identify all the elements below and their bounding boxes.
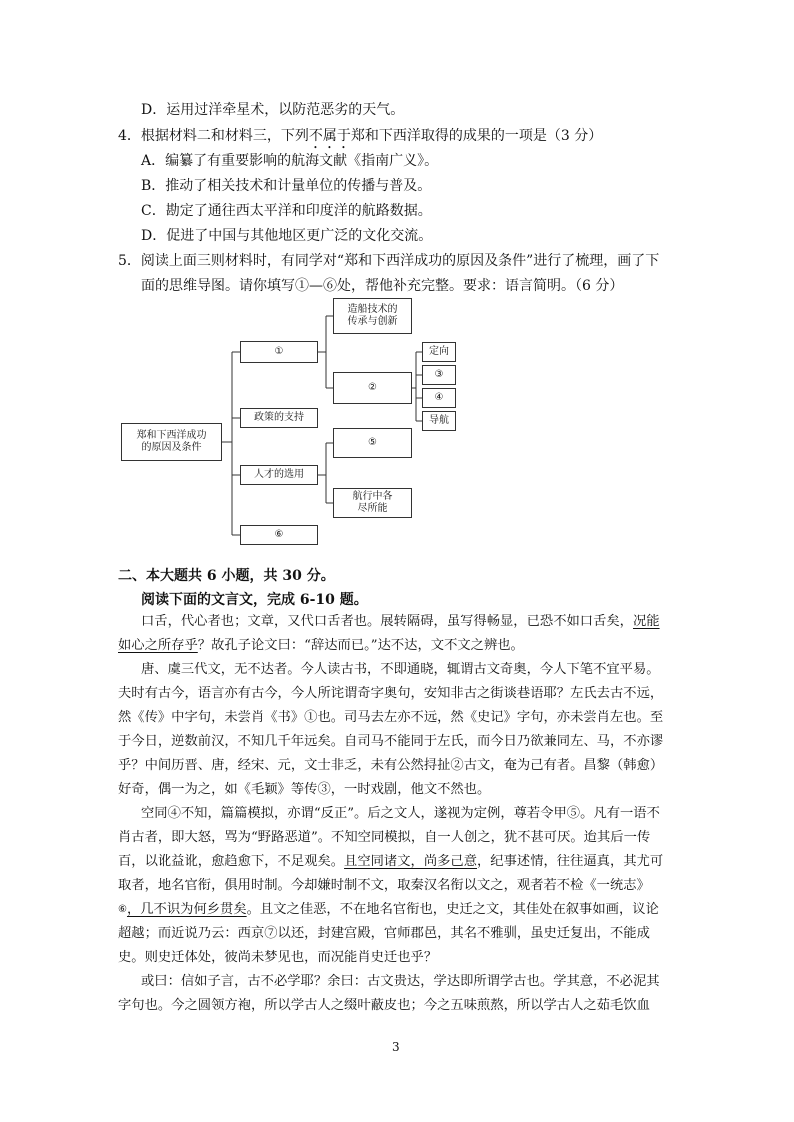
mindmap-node-2-label: ② [368, 382, 377, 393]
mindmap-node-duty-label: 航行中各尽所能 [352, 491, 393, 514]
mindmap-node-1 [240, 341, 318, 363]
mindmap-node-policy-label: 政策的支持 [254, 412, 304, 423]
passage-text: 。且文之佳恶，不在地名官衔也，史迁之文，其佳处在叙事如画，议论 [246, 902, 659, 917]
q4-emphasis: 不属于 [308, 128, 351, 144]
passage-line: 唐、虞三代文，无不达者。今人读古书，不即通晓，辄谓古文奇奥，今人下笔不宜平易。 [141, 662, 660, 677]
passage-line: 字句也。今之圆领方袍，所以学古人之缀叶蔽皮也；今之五味煎熬，所以学古人之茹毛饮血 [118, 998, 650, 1013]
passage-line: 取者，地名官衔，俱用时制。今却嫌时制不文，取秦汉名衔以文之，观者若不检《一统志》 [118, 878, 650, 893]
q4-option-a: A．编纂了有重要影响的航海文献《指南广义》。 [141, 153, 439, 169]
mindmap-node-navigation-label: 导航 [429, 415, 449, 426]
mindmap-node-6-label: ⑥ [274, 529, 284, 540]
q4-stem-prefix: 4．根据材料二和材料三，下列 [118, 128, 309, 144]
section-instruction: 阅读下面的文言文，完成 6-10 题。 [141, 592, 368, 608]
mindmap-node-6 [240, 525, 318, 545]
passage-line: 夫时有古今，语言亦有古今，今人所诧谓奇字奥句，安知非古之街谈巷语耶？左氏去古不远， [118, 686, 664, 701]
passage-line: 然《传》中字句，未尝肖《书》①也。司马去左亦不远，然《史记》字句，亦未尝肖左也。至 [118, 710, 664, 725]
underlined-sentence: 且空同诸文，尚多己意 [344, 854, 478, 869]
underlined-sentence: 况能 [632, 614, 660, 629]
passage-line: 或曰：信如子言，古不必学耶？余曰：古文贵达，学达即所谓学古也。学其意，不必泥其 [141, 974, 660, 989]
passage-line [118, 852, 663, 872]
mindmap-node-2 [333, 372, 412, 404]
mindmap-node-duty [333, 488, 412, 518]
mindmap-root-label: 郑和下西洋成功的原因及条件 [136, 430, 207, 453]
passage-line: 乎？中间历晋、唐，经宋、元，文士非乏，未有公然挦扯②古文，奄为己有者。昌黎（韩愈） [118, 758, 664, 773]
passage-text: 口舌，代心者也；文章，又代口舌者也。展转隔碍，虽写得畅显，已恐不如口舌矣， [141, 614, 633, 629]
mindmap-node-1-label: ① [274, 346, 284, 357]
passage-line [118, 636, 524, 656]
section-heading: 二、本大题共 6 小题，共 30 分。 [118, 568, 335, 584]
passage-line: 于今日，逆数前汉，不知几千年远矣。自司马不能同于左氏，而今日乃欲兼同左、马，不亦谬 [118, 734, 664, 749]
mindmap-node-orientation-label: 定向 [429, 346, 449, 357]
page-number: 3 [392, 1040, 400, 1054]
q4-option-c: C．勘定了通往西太平洋和印度洋的航路数据。 [141, 203, 432, 219]
mindmap-node-4 [422, 388, 456, 408]
passage-line: 肖古者，即大怒，骂为“野路恶道”。不知空同模拟，自一人创之，犹不甚可厌。迨其后一传 [118, 830, 651, 845]
q5-stem-line2: 面的思维导图。请你填写①—⑥处，帮他补充完整。要求：语言简明。（6 分） [141, 278, 624, 294]
mindmap-node-shipbuilding-label: 造船技术的传承与创新 [347, 304, 398, 327]
underlined-sentence: ，几不识为何乡贯矣 [126, 902, 247, 917]
mindmap-node-talent-label: 人才的选用 [254, 469, 304, 480]
q4-option-d: D．促进了中国与其他地区更广泛的文化交流。 [141, 228, 433, 244]
q3-option-d: D．运用过洋牵星术，以防范恶劣的天气。 [141, 102, 405, 118]
mindmap-node-navigation [422, 411, 456, 431]
footnote-mark: ⑥ [118, 904, 127, 915]
mindmap [0, 0, 794, 560]
q4-stem-suffix: 郑和下西洋取得的成果的一项是（3 分） [350, 128, 603, 144]
mindmap-node-5 [333, 428, 412, 458]
mindmap-connectors [0, 0, 794, 560]
mindmap-node-policy [240, 408, 318, 428]
mindmap-node-talent [240, 465, 318, 485]
mindmap-node-4-label: ④ [434, 392, 444, 403]
mindmap-node-shipbuilding [333, 298, 412, 334]
mindmap-node-3 [422, 365, 456, 385]
passage-line: 空同④不知，篇篇模拟，亦谓“反正”。后之文人，遂视为定例，尊若令甲⑤。凡有一语不 [141, 806, 660, 821]
mindmap-node-3-label: ③ [434, 369, 444, 380]
underlined-sentence: 如心之所存乎 [118, 638, 198, 653]
passage-line [141, 612, 660, 632]
passage-text: ？故孔子论文曰：“辞达而已。”达不达，文不文之辨也。 [197, 638, 524, 653]
passage-line [118, 900, 659, 920]
mindmap-root [121, 423, 222, 461]
mindmap-node-orientation [422, 342, 456, 362]
passage-line: 好奇，偶一为之，如《毛颖》等传③，一时戏剧，他文不然也。 [118, 782, 491, 797]
passage-text: ，纪事述情，往往逼真，其尤可 [477, 854, 664, 869]
passage-text: 百，以讹益讹，愈趋愈下，不足观矣。 [118, 854, 345, 869]
mindmap-node-5-label: ⑤ [368, 437, 377, 448]
q4-option-b: B．推动了相关技术和计量单位的传播与普及。 [141, 178, 432, 194]
passage-line: 史。则史迁体处，彼尚未梦见也，而况能肖史迁也乎？ [118, 950, 438, 965]
q5-stem-line1: 5．阅读上面三则材料时，有同学对“郑和下西洋成功的原因及条件”进行了梳理，画了下 [118, 253, 660, 269]
passage-line: 超越；而近说乃云：西京⑦以还，封建宫殿，官师郡邑，其名不雅驯，虽史迁复出，不能成 [118, 926, 650, 941]
